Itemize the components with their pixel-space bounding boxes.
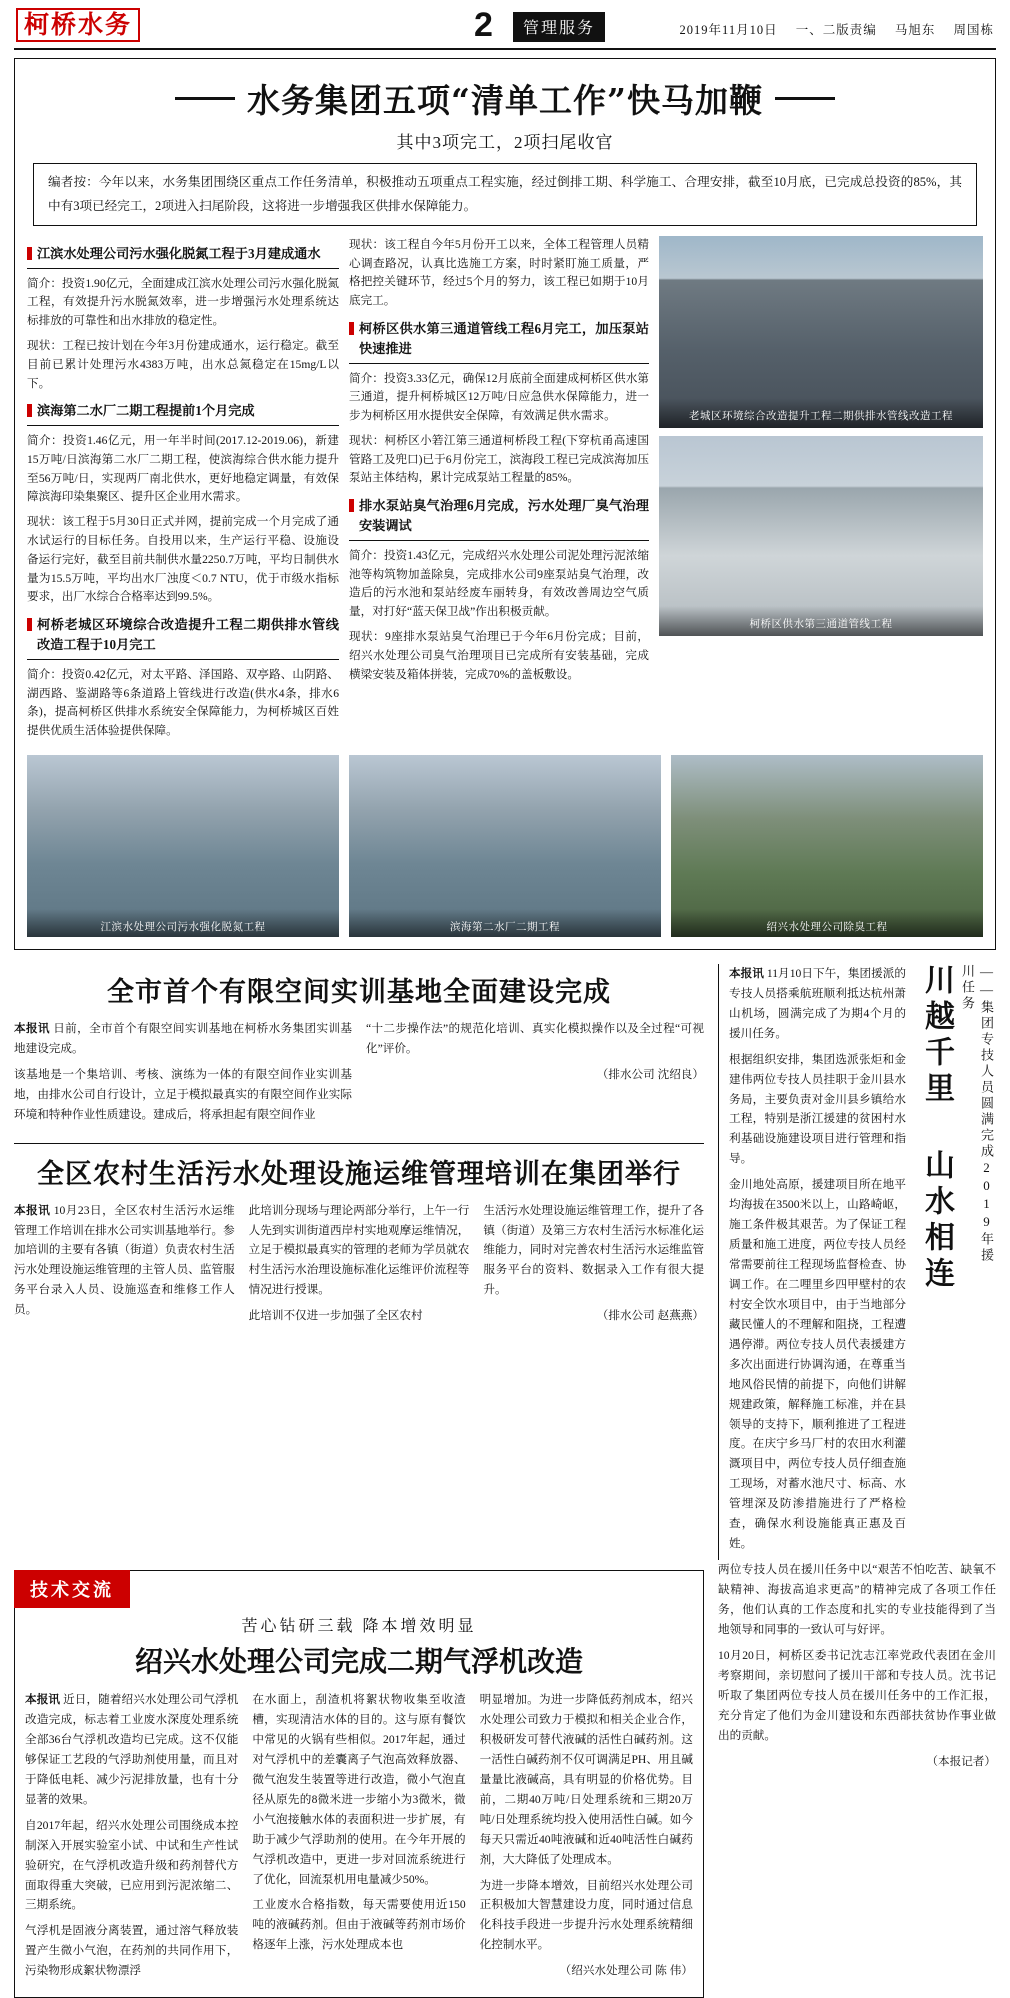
status-item-4: 现状：9座排水泵站臭气治理已于今年6月份完成；目前，绍兴水处理公司臭气治理项目已完成所有安装基础，完成横梁安装及箱体拼装，完成70%的盖板敷设。 (349, 629, 649, 681)
tech-col3 (480, 1690, 693, 1987)
story1-col2-p1: “十二步操作法”的规范化培训、真实化模拟操作以及全过程“可视化”评价。 (366, 1021, 704, 1055)
story1-body (14, 1019, 704, 1131)
tech-lead-para (25, 1690, 238, 1810)
feature-title: 水务集团五项“清单工作”快马加鞭 (247, 81, 763, 121)
tech-exchange-article (14, 1570, 704, 1998)
publication-logo: 柯桥水务 (16, 8, 140, 42)
right-vertical-subtitle: ——集团专技人员圆满完成2019年援川任务 (960, 963, 994, 1264)
tech-body (25, 1690, 693, 1987)
photo-caption: 绍兴水处理公司除臭工程 (671, 909, 983, 937)
subhead-item-0: 江滨水处理公司污水强化脱氮工程于3月建成通水 (27, 244, 339, 269)
subhead-item-2: 柯桥老城区环境综合改造提升工程二期供排水管线改造工程于10月完工 (27, 615, 339, 660)
story1-lead-para (14, 1019, 352, 1059)
photo-caption: 柯桥区供水第三通道管线工程 (659, 606, 983, 636)
tech-signature: （绍兴水处理公司 陈 伟） (559, 1964, 693, 1978)
story2-lead-label: 本报讯 (14, 1203, 51, 1217)
status-item-1: 现状：该工程于5月30日正式并网，提前完成一个月完成了通水试运行的目标任务。自投用以来，生产运行平稳、设施设备运行完好，截至目前共制供水量2250.7万吨，平均日制供水量为15.5万吨，平均出水厂浊度＜0.7 NTU，优于市级水指标要求，出厂水综合合格率达到99.5%。 (27, 515, 339, 604)
masthead-meta (666, 20, 994, 42)
photo-jiangbin-plant (27, 755, 339, 937)
feature-photo-strip (27, 755, 983, 937)
story2-p1: 10月23日，全区农村生活污水运维管理工作培训在排水公司实训基地举行。参加培训的主要有各镇（街道）负责农村生活污水处理设施运维管理的主管人员、监管服务平台录入人员、设施巡查和维修工作人员。 (14, 1203, 235, 1317)
photo-water-plant (659, 436, 983, 636)
tech-exchange-tag: 技术交流 (14, 1570, 130, 1608)
tech-col3-p1: 明显增加。为进一步降低药剂成本，绍兴水处理公司致力于模拟和相关企业合作，积极研发可替代液碱的活性白碱药剂。这一活性白碱药剂不仅可调满足PH、用且碱量量比液碱高，具有明显的价格优势。目前，二期40万吨/日处理系统和三期20万吨/日处理系统均投入使用活性白碱。如今每天只需近40吨液碱和近40吨活性白碱药剂，大大降低了处理成本。 (479, 1693, 693, 1866)
photo-caption: 江滨水处理公司污水强化脱氮工程 (27, 909, 339, 937)
editor-note: 编者按：今年以来，水务集团围绕区重点工作任务清单，积极推动五项重点工程实施，经过倒排工期、科学施工、合理安排，截至10月底，已完成总投资的85%，其中有3项已经完工，2项进入扫尾阶段，这将进一步增强我区供排水保障能力。 (33, 163, 977, 226)
right-signature: （本报记者） (926, 1754, 996, 1768)
editor-name-2: 周国栋 (953, 23, 994, 38)
feature-subtitle: 其中3项完工，2项扫尾收官 (396, 133, 614, 153)
intro-item-0: 简介：投资1.90亿元，全面建成江滨水处理公司污水强化脱氮工程，有效提升污水脱氮效率，进一步增强污水处理系统达标排放的可靠性和出水排放的稳定性。 (27, 276, 339, 328)
status-item-3: 现状：柯桥区小箬江第三通道柯桥段工程(下穿杭甬高速国管路工及兜口)已于6月份完工，滨海段工程已完成滨海加压泵站主体结构，累计完成泵站工程量的85%。 (349, 433, 649, 485)
editors-label: 一、二版责编 (795, 23, 877, 38)
right-p3: 金川地处高原，援建项目所在地平均海拔在3500米以上，山路崎岖，施工条件极其艰苦。为了保证工程质量和施工进度，两位专技人员经常需要前往工程现场监督检查、协调工作。在二哩里乡四甲壁村的农村安全饮水项目中，由于当地部分藏民懂人的不理解和阻挠，工程遭遇停滞。两位专技人员代表援建方多次出面进行协调沟通，在尊重当地风俗民情的前提下，向他们讲解规建政策，解释施工标准，并在县领导的支持下，顺利推进了工程进度。在庆宁乡马厂村的农田水利灌溉项目中，两位专技人员仔细查施工现场，对蓄水池尺寸、标高、水管埋深及防渗措施进行了严格检查，确保水利设施能真正惠及百姓。 (729, 1178, 906, 1551)
photo-caption: 滨海第二水厂二期工程 (349, 909, 661, 937)
feature-title-row (27, 75, 983, 122)
tech-title: 绍兴水处理公司完成二期气浮机改造 (134, 1645, 583, 1679)
story1-title: 全市首个有限空间实训基地全面建设完成 (107, 976, 611, 1008)
status-item-2: 现状：该工程自今年5月份开工以来，全体工程管理人员精心调查路况，认真比选施工方案，时时紧盯施工质量，严格把控关键环节，经过5个月的努力，该工程已如期于10月底完工。 (349, 237, 649, 308)
feature-body (27, 236, 983, 747)
title-rule-right (775, 97, 835, 100)
intro-item-4: 简介：投资1.43亿元，完成绍兴水处理公司泥处理污泥浓缩池等构筑物加盖除臭，完成排水公司9座泵站臭气治理，改造后的污水池和泵站经废车丽转身，有效改善周边空气质量，对打好“蓝天保卫战”作出积极贡献。 (349, 548, 649, 619)
right-p2: 根据组织安排，集团选派张炬和金建伟两位专技人员挂职于金川县水务局，主要负责对金川县乡镇给水工程，特别是浙江援建的贫困村水利基础设施建设项目进行管理和指导。 (729, 1052, 906, 1166)
story2-col3 (483, 1201, 704, 1333)
tech-lead-label: 本报讯 (25, 1693, 61, 1707)
section-tag: 管理服务 (513, 12, 605, 42)
right-vertical-title: 川越千里 山水相连 (919, 963, 954, 1293)
story1-col1 (14, 1019, 352, 1131)
story1-p1: 日前，全市首个有限空间实训基地在柯桥水务集团实训基地建设完成。 (14, 1021, 352, 1055)
photo-binhai-plant (349, 755, 661, 937)
story2-col3-p1: 生活污水处理设施运维管理工作，提升了各镇（街道）及第三方农村生活污水标准化运维能力，同时对完善农村生活污水运维监管服务平台的资料、数据录入工作有很大提升。 (483, 1203, 705, 1297)
intro-item-3: 简介：投资3.33亿元，确保12月底前全面建成柯桥区供水第三通道，提升柯桥城区12万吨/日应急供水保障能力，进一步为柯桥区用水提供安全保障，有效满足供水需求。 (349, 371, 649, 423)
tech-col2 (252, 1690, 465, 1987)
feature-column-2 (349, 236, 649, 747)
editor-name-1: 马旭东 (894, 23, 936, 38)
story-divider (14, 1143, 704, 1144)
right-story-text (729, 964, 906, 1560)
subhead-item-4: 排水泵站臭气治理6月完成，污水处理厂臭气治理安装调试 (349, 496, 649, 541)
tech-col1-p3: 气浮机是固液分离装置，通过溶气释放装置产生微小气泡，在药剂的共同作用下，污染物形成絮状物漂浮 (25, 1924, 239, 1978)
right-p1: 11月10日下午，集团援派的专技人员搭乘航班顺利抵达杭州萧山机场，圆满完成了为期4个月的援川任务。 (729, 966, 906, 1040)
feature-column-1 (27, 236, 339, 747)
bottom-left (14, 1560, 704, 1998)
story2-col2 (249, 1201, 470, 1333)
subhead-item-1: 滨海第二水厂二期工程提前1个月完成 (27, 401, 339, 426)
middle-left (14, 964, 704, 1560)
story2-title: 全区农村生活污水处理设施运维管理培训在集团举行 (37, 1158, 681, 1190)
tech-col1-p1: 近日，随着绍兴水处理公司气浮机改造完成，标志着工业废水深度处理系统全部36台气浮机改造均已完成。这不仅能够保证工艺段的气浮助剂使用量，而且对于降低电耗、减少污泥排放量，也有十分显著的效果。 (25, 1693, 239, 1806)
issue-date: 2019年11月10日 (679, 23, 778, 38)
tech-col1-p2: 自2017年起，绍兴水处理公司围绕成本控制深入开展实验室小试、中试和生产性试验研究，在气浮机改造升级和药剂替代方面取得重大突破，已应用到污泥浓缩二、三期系统。 (25, 1818, 239, 1912)
photo-shaoxing-deodorize (671, 755, 983, 937)
tech-col1 (25, 1690, 238, 1987)
photo-caption: 老城区环境综合改造提升工程二期供排水管线改造工程 (659, 398, 983, 428)
title-rule-left (175, 97, 235, 100)
tech-col2-p2: 工业废水合格指数，每天需要使用近150吨的液碱药剂。但由于液碱等药剂市场价格逐年上涨，污水处理成本也 (252, 1898, 466, 1952)
bottom-right-continued (718, 1560, 996, 1998)
right-p4: 两位专技人员在援川任务中以“艰苦不怕吃苦、缺氧不缺精神、海拔高追求更高”的精神完成了各项工作任务，他们认真的工作态度和扎实的专业技能得到了当地领导和同事的一致认可与好评。 (718, 1563, 996, 1636)
story2-col2-p1: 此培训分现场与理论两部分举行，上午一行人先到实训街道西岸村实地观摩运维情况，立足于模拟最真实的管理的老师为学员就农村生活污水治理设施标准化运维评价流程等情况进行授课。 (248, 1203, 470, 1297)
right-p5: 10月20日，柯桥区委书记沈志江率党政代表团在金川考察期间，亲切慰问了援川干部和专技人员。沈书记听取了集团两位专技人员在援川任务中的工作汇报，充分肯定了他们为金川建设和东西部扶贫协作事业做出的贡献。 (718, 1648, 996, 1742)
story1-signature: （排水公司 沈绍良） (596, 1067, 704, 1081)
feature-article (14, 58, 996, 950)
status-item-0: 现状：工程已按计划在今年3月份建成通水，运行稳定。截至目前已累计处理污水4383万吨，出水总氮稳定在15mg/L以下。 (27, 338, 339, 390)
masthead (14, 0, 996, 50)
story1-col2 (366, 1019, 704, 1131)
intro-item-1: 简介：投资1.46亿元，用一年半时间(2017.12-2019.06)，新建15万吨/日滨海第二水厂二期工程，使滨海综合供水能力提升至56万吨/日，实现两厂南北供水，更好地稳定调量，有效保障滨海印染集聚区、提升区企业用水需求。 (27, 434, 339, 504)
right-lead-para (729, 964, 906, 1044)
right-column-story (718, 964, 996, 1560)
story2-lead-para (14, 1201, 235, 1321)
story1-lead-label: 本报讯 (14, 1021, 50, 1035)
right-lead-label: 本报讯 (729, 966, 764, 980)
bottom-wrap (14, 1560, 996, 1998)
middle-section (14, 964, 996, 1560)
story1-p2: 该基地是一个集培训、考核、演练为一体的有限空间作业实训基地，由排水公司自行设计，立足于模拟最真实的有限空间作业实际环境和特种作业性质建设。建成后，将承担起有限空间作业 (14, 1067, 352, 1121)
photo-road-pipeline (659, 236, 983, 428)
subhead-item-3: 柯桥区供水第三通道管线工程6月完工，加压泵站快速推进 (349, 319, 649, 364)
story2-col2-p2: 此培训不仅进一步加强了全区农村 (248, 1309, 423, 1323)
tech-col3-p2: 为进一步降本增效，目前绍兴水处理公司正积极加大智慧建设力度，同时通过信息化科技手段进一步提升污水处理系统精细化控制水平。 (479, 1878, 693, 1952)
right-vertical-title-wrap (914, 964, 996, 1484)
story2-signature: （排水公司 赵燕燕） (596, 1309, 705, 1323)
page-number: 2 (474, 6, 493, 45)
tech-col2-p1: 在水面上，刮渣机将絮状物收集至收渣槽，实现清洁水体的目的。这与原有餐饮中常见的火锅有些相似。2017年起，通过对气浮机中的差囊离子气泡高效释放器、微气泡发生装置等进行改造，微小气泡直径从原先的8微米进一步缩小为3微米，微小气泡接触水体的表面积进一步扩展，有助于减少气浮助剂的使用。在今年开展的气浮机改造中，更进一步对回流系统进行了优化，回流泵机用电量减少50%。 (252, 1693, 466, 1886)
story2-col1 (14, 1201, 235, 1333)
tech-kicker: 苦心钻研三载 降本增效明显 (241, 1618, 477, 1636)
intro-item-2: 简介：投资0.42亿元，对太平路、泽国路、双亭路、山阴路、湖西路、鉴湖路等6条道路上管线进行改造(供水4条，排水6条)，提高柯桥区供排水系统安全保障能力，为柯桥城区百姓提供优质生活体验提供保障。 (27, 667, 339, 738)
feature-photo-column (659, 236, 983, 747)
story2-body (14, 1201, 704, 1333)
